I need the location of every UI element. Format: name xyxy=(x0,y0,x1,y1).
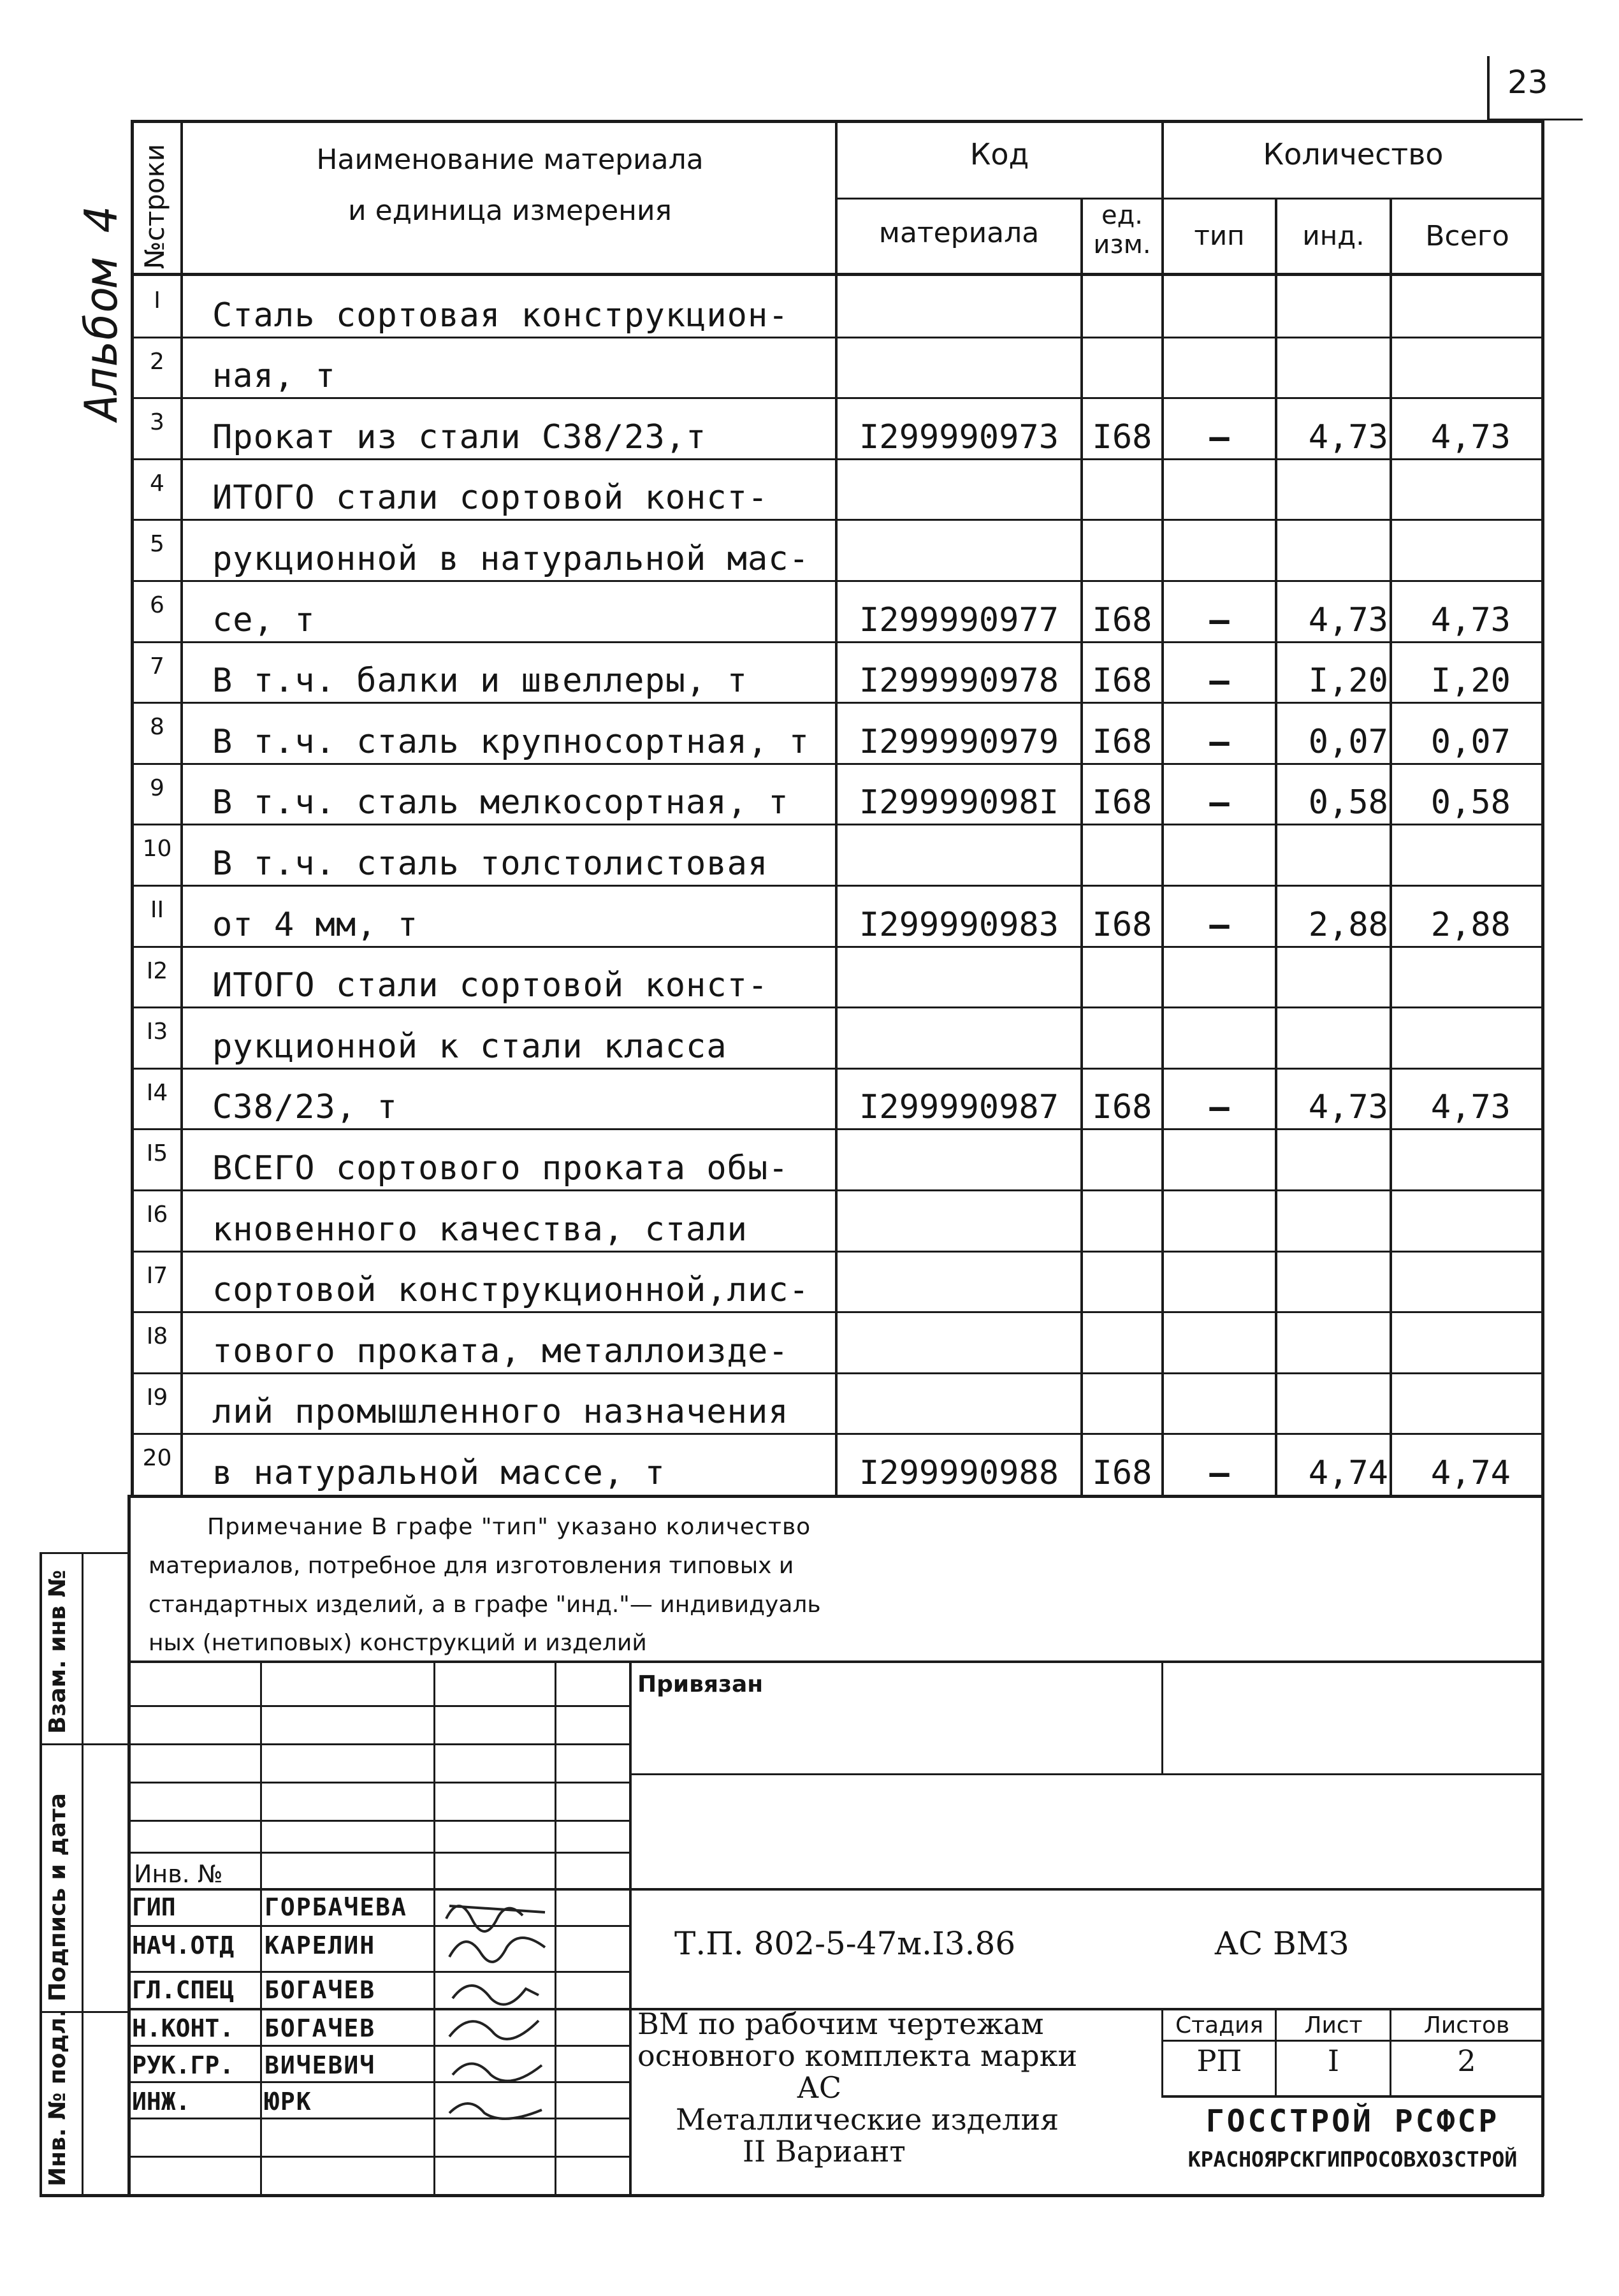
side-label-podpis: Подпись и дата xyxy=(45,1793,71,2002)
row-name: от 4 мм, т xyxy=(212,906,419,944)
doc-title-line2: основного комплекта марки xyxy=(637,2038,1078,2073)
doc-title xyxy=(634,2008,1161,2167)
row-number: I5 xyxy=(146,1140,168,1166)
row-ind: 4,73 xyxy=(1308,418,1388,456)
row-number: I4 xyxy=(146,1080,168,1106)
row-divider xyxy=(131,824,1544,825)
stamp-right-border xyxy=(1541,1495,1544,2196)
stamp-line xyxy=(1161,2095,1544,2098)
row-name: лий промышленного назначения xyxy=(212,1393,789,1431)
row-code: I299990973 xyxy=(859,418,1059,456)
row-type: – xyxy=(1209,601,1230,639)
doc-mark: АС ВМЗ xyxy=(1214,1925,1349,1962)
row-number: 5 xyxy=(150,531,164,557)
row-divider xyxy=(131,1128,1544,1130)
row-type: – xyxy=(1209,418,1230,456)
header-code-material: материала xyxy=(878,217,1040,249)
row-name: кновенного качества, стали xyxy=(212,1210,748,1249)
table-body-bottom xyxy=(131,1495,1544,1498)
row-ind: 4,73 xyxy=(1308,601,1388,639)
row-unit: I68 xyxy=(1092,783,1152,822)
row-divider xyxy=(131,1311,1544,1313)
row-divider xyxy=(131,1189,1544,1191)
header-unit xyxy=(1083,201,1161,259)
sheet-label: Лист xyxy=(1304,2012,1363,2038)
header-code: Код xyxy=(969,137,1029,171)
row-divider xyxy=(131,763,1544,765)
signer-role: ИНЖ. xyxy=(132,2088,191,2116)
header-unit-line2: изм. xyxy=(1093,230,1151,259)
row-divider xyxy=(131,1433,1544,1435)
row-name: в натуральной массе, т xyxy=(212,1454,665,1492)
row-total: 4,73 xyxy=(1430,1088,1511,1126)
row-ind: 2,88 xyxy=(1308,906,1388,944)
row-divider xyxy=(131,337,1544,338)
signer-role: РУК.ГР. xyxy=(132,2051,235,2079)
note-line1: Примечание В графе "тип" указано количество xyxy=(207,1514,811,1540)
sheet-value: I xyxy=(1327,2044,1340,2078)
row-number: 8 xyxy=(150,714,164,740)
row-divider xyxy=(131,885,1544,887)
row-divider xyxy=(131,397,1544,399)
row-number: 7 xyxy=(150,653,164,679)
stamp-col-line xyxy=(1275,2008,1277,2097)
header-name-line2: и единица измерения xyxy=(347,194,672,227)
album-label: Альбом 4 xyxy=(75,205,127,421)
side-strip-line xyxy=(40,1743,129,1745)
side-strip-line xyxy=(40,1552,129,1554)
sheets-label: Листов xyxy=(1423,2012,1510,2038)
header-total: Всего xyxy=(1425,220,1509,252)
row-ind: 0,07 xyxy=(1308,723,1388,761)
row-code: I29999098I xyxy=(859,783,1059,822)
row-code: I299990988 xyxy=(859,1454,1059,1492)
row-name: ная, т xyxy=(212,357,336,395)
row-total: 4,73 xyxy=(1430,601,1511,639)
row-code: I299990979 xyxy=(859,723,1059,761)
row-number: I2 xyxy=(146,958,168,984)
col-line xyxy=(1275,198,1277,1497)
stamp-line xyxy=(631,1773,1544,1775)
page-number-border xyxy=(1487,56,1490,120)
signer-name: БОГАЧЕВ xyxy=(265,2014,376,2042)
row-number: 6 xyxy=(150,592,164,618)
header-ind: инд. xyxy=(1302,220,1365,251)
stamp-col-line xyxy=(260,1660,262,2196)
signer-role: НАЧ.ОТД xyxy=(132,1931,235,1959)
row-name: се, т xyxy=(212,601,316,639)
row-divider xyxy=(131,1251,1544,1253)
sheets-value: 2 xyxy=(1457,2044,1476,2078)
row-number: I3 xyxy=(146,1019,168,1045)
row-number: 3 xyxy=(150,409,164,435)
header-bottom-border xyxy=(131,273,1544,276)
stamp-bottom-border xyxy=(40,2194,1544,2197)
row-type: – xyxy=(1209,662,1230,700)
row-type: – xyxy=(1209,1454,1230,1492)
row-number: I9 xyxy=(146,1384,168,1411)
stage-value: РП xyxy=(1196,2044,1242,2078)
row-divider xyxy=(131,1006,1544,1008)
signer-name: ВИЧЕВИЧ xyxy=(265,2051,376,2079)
row-total: 4,74 xyxy=(1430,1454,1511,1492)
row-number: 2 xyxy=(150,349,164,375)
row-divider xyxy=(131,702,1544,704)
row-divider xyxy=(131,641,1544,643)
row-type: – xyxy=(1209,723,1230,761)
row-total: I,20 xyxy=(1430,662,1511,700)
stage-label: Стадия xyxy=(1175,2012,1264,2038)
row-name: сортовой конструкционной,лис- xyxy=(212,1271,810,1309)
row-number: 9 xyxy=(150,775,164,801)
header-unit-line1: ед. xyxy=(1101,201,1143,230)
row-divider xyxy=(131,1068,1544,1070)
row-unit: I68 xyxy=(1092,1088,1152,1126)
row-number: I8 xyxy=(146,1323,168,1349)
stamp-col-line xyxy=(1161,2008,1163,2097)
row-divider xyxy=(131,946,1544,948)
row-total: 2,88 xyxy=(1430,906,1511,944)
inv-no-label: Инв. № xyxy=(134,1860,223,1888)
row-number: 4 xyxy=(150,470,164,497)
row-total: 4,73 xyxy=(1430,418,1511,456)
doc-title-line3: АС xyxy=(797,2070,842,2105)
signer-role: ГИП xyxy=(132,1893,176,1921)
doc-code: Т.П. 802-5-47м.I3.86 xyxy=(674,1925,1016,1962)
privyazan-label: Привязан xyxy=(637,1671,764,1697)
row-name: С38/23, т xyxy=(212,1088,398,1126)
row-ind: 0,58 xyxy=(1308,783,1388,822)
col-line xyxy=(1390,198,1392,1497)
note-line3: стандартных изделий, а в графе "инд."— индивидуаль xyxy=(149,1592,821,1618)
row-name: Прокат из стали С38/23,т xyxy=(212,418,707,456)
row-number: I7 xyxy=(146,1263,168,1289)
row-divider xyxy=(131,458,1544,460)
stamp-line xyxy=(127,1888,1544,1891)
row-name: В т.ч. балки и швеллеры, т xyxy=(212,662,748,700)
stamp-col-line xyxy=(1390,2008,1391,2097)
stamp-line xyxy=(1161,2040,1544,2042)
row-name: ВСЕГО сортового проката обы- xyxy=(212,1149,789,1188)
row-name: В т.ч. сталь толстолистовая xyxy=(212,845,769,883)
page-number: 23 xyxy=(1507,64,1548,101)
row-unit: I68 xyxy=(1092,601,1152,639)
doc-title-line5: II Вариант xyxy=(743,2134,906,2169)
signer-role: Н.КОНТ. xyxy=(132,2014,235,2042)
row-code: I299990978 xyxy=(859,662,1059,700)
stamp-col-line xyxy=(433,1660,435,2196)
row-ind: 4,74 xyxy=(1308,1454,1388,1492)
row-unit: I68 xyxy=(1092,662,1152,700)
signer-name: КАРЕЛИН xyxy=(265,1931,376,1959)
doc-title-line4: Металлические изделия xyxy=(676,2102,1059,2137)
row-ind: 4,73 xyxy=(1308,1088,1388,1126)
row-number: I xyxy=(154,287,161,314)
row-name: ИТОГО стали сортовой конст- xyxy=(212,479,769,517)
row-divider xyxy=(131,1372,1544,1374)
row-code: I299990983 xyxy=(859,906,1059,944)
stamp-left-border xyxy=(127,1495,131,2196)
col-line xyxy=(1080,198,1083,1497)
signer-name: ЮРК xyxy=(265,2088,312,2116)
side-label-vzam: Взам. инв № xyxy=(45,1569,71,1734)
table-right-border xyxy=(1541,120,1544,1497)
signatures-image xyxy=(437,1887,564,2154)
header-row-no: №строки xyxy=(139,143,170,269)
side-strip-divider xyxy=(82,1552,83,2196)
row-divider xyxy=(131,519,1544,521)
header-split-line xyxy=(835,198,1543,200)
row-unit: I68 xyxy=(1092,906,1152,944)
col-line xyxy=(180,120,183,1497)
org-line1: ГОССТРОЙ РСФСР xyxy=(1205,2103,1500,2139)
stamp-col-line xyxy=(629,1660,632,2196)
row-unit: I68 xyxy=(1092,723,1152,761)
stamp-line xyxy=(127,1660,1544,1663)
table-left-border xyxy=(131,120,134,1497)
signer-name: ГОРБАЧЕВА xyxy=(265,1893,407,1921)
row-code: I299990977 xyxy=(859,601,1059,639)
row-total: 0,58 xyxy=(1430,783,1511,822)
row-name: тового проката, металлоизде- xyxy=(212,1332,789,1370)
header-quantity: Количество xyxy=(1263,137,1444,171)
row-code: I299990987 xyxy=(859,1088,1059,1126)
row-number: 20 xyxy=(142,1445,172,1471)
row-unit: I68 xyxy=(1092,418,1152,456)
note-line2: материалов, потребное для изготовления типовых и xyxy=(149,1553,794,1579)
row-divider xyxy=(131,580,1544,582)
signer-name: БОГАЧЕВ xyxy=(265,1976,376,2004)
signer-role: ГЛ.СПЕЦ xyxy=(132,1976,235,2004)
side-label-inv-podl: Инв. № подл. xyxy=(45,2009,71,2186)
row-type: – xyxy=(1209,1088,1230,1126)
doc-title-line1: ВМ по рабочим чертежам xyxy=(637,2007,1044,2041)
row-name: Сталь сортовая конструкцион- xyxy=(212,296,789,335)
row-number: I6 xyxy=(146,1202,168,1228)
stamp-col-line xyxy=(1161,1660,1163,1773)
row-name: В т.ч. сталь мелкосортная, т xyxy=(212,783,789,822)
note-line4: ных (нетиповых) конструкций и изделий xyxy=(149,1630,647,1656)
org-line2: КРАСНОЯРСКГИПРОСОВХОЗСТРОЙ xyxy=(1187,2147,1518,2172)
row-name: ИТОГО стали сортовой конст- xyxy=(212,966,769,1005)
row-type: – xyxy=(1209,906,1230,944)
row-name: рукционной в натуральной мас- xyxy=(212,540,810,578)
row-ind: I,20 xyxy=(1308,662,1388,700)
header-name-line1: Наименование материала xyxy=(316,143,704,176)
row-total: 0,07 xyxy=(1430,723,1511,761)
table-top-border xyxy=(131,120,1544,123)
row-type: – xyxy=(1209,783,1230,822)
row-number: II xyxy=(150,897,164,923)
header-type: тип xyxy=(1194,220,1245,251)
side-strip-left xyxy=(40,1552,42,2196)
row-name: В т.ч. сталь крупносортная, т xyxy=(212,723,810,761)
row-number: 10 xyxy=(142,836,172,862)
row-unit: I68 xyxy=(1092,1454,1152,1492)
row-name: рукционной к стали класса xyxy=(212,1028,727,1066)
